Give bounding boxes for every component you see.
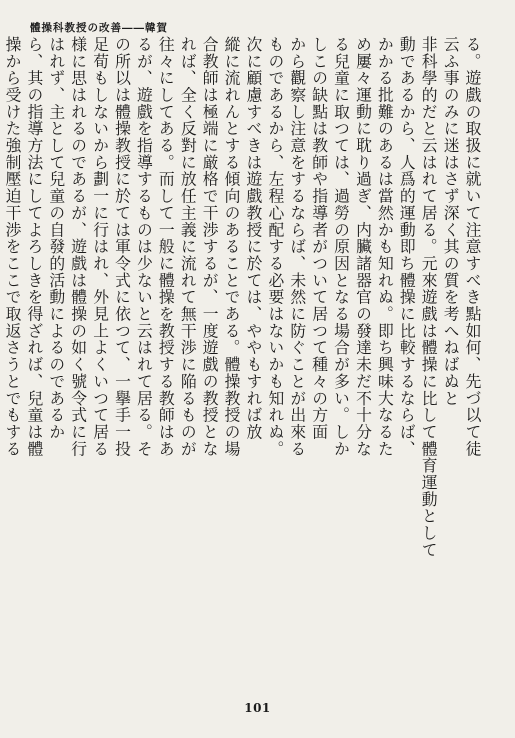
text-column: ら、其の指導方法にしてよろしきを得ざれば、兒童は體 — [24, 36, 44, 458]
text-column: る兒童に取つては、過勞の原因となる場合が多い。しか — [331, 36, 351, 458]
text-column: 合教師は極端に厳格で干渉するが、一度遊戲の教授とな — [200, 36, 220, 458]
text-column: 操から受けた強制壓迫干渉をここで取返さうとでもする — [2, 36, 22, 458]
text-column: れば、全く反對に放任主義に流れて無干渉に陥るものが — [178, 36, 198, 458]
text-column: る。遊戲の取扱に就いて注意すべき點如何、先づ以て徒 — [463, 36, 482, 458]
text-column: ものであるから、左程心配する必要はないかも知れぬ。 — [265, 36, 285, 458]
text-column: るが、遊戲を指導するものは少ないと云はれて居る。そ — [134, 36, 154, 458]
text-column: はれず、主として兒童の自發的活動によるのであるか — [46, 36, 66, 441]
text-column: 動であるから、人爲的運動即ち體操に比較するならば、 — [397, 36, 417, 458]
text-column: しこの缺點は教師や指導者がついて居つて種々の方面 — [309, 36, 329, 441]
text-column: の所以は體操教授に於ては軍令式に依つて、一擧手一投 — [112, 36, 132, 458]
vertical-text-body — [2, 36, 483, 682]
text-column: め屢々運動に耽り過ぎ、内臟諸器官の發達未だ不十分な — [353, 36, 373, 458]
text-column — [0, 36, 1, 682]
text-column: 縱に流れんとする傾向のあることである。體操教授の場 — [222, 36, 242, 458]
text-column: 非科學的だと云はれて居る。元來遊戲は體操に比して體育運動として — [419, 36, 439, 559]
running-header: 體操科教授の改善――韓賀 — [30, 22, 168, 34]
text-column: から觀察し注意をするならば、未然に防ぐことが出來る — [287, 36, 307, 458]
text-column: 足荀もしないから劃一に行はれ、外見上よくいつて居る — [90, 36, 110, 458]
page-number: 101 — [244, 701, 271, 715]
text-column: 云ふ事のみに迷はさず深く其の質を考へねばぬと — [441, 36, 461, 407]
text-column: 次に顧慮すべきは遊戲教授に於ては、ややもすれば放 — [243, 36, 263, 441]
text-column: 往々にしてある。而して一般に體操を教授する教師はあ — [156, 36, 176, 458]
text-column: 様に思はれるのであるが、遊戲は體操の如く號令式に行 — [68, 36, 88, 458]
text-column: かかる批難のあるは當然かも知れぬ。即ち興味大なるた — [375, 36, 395, 458]
